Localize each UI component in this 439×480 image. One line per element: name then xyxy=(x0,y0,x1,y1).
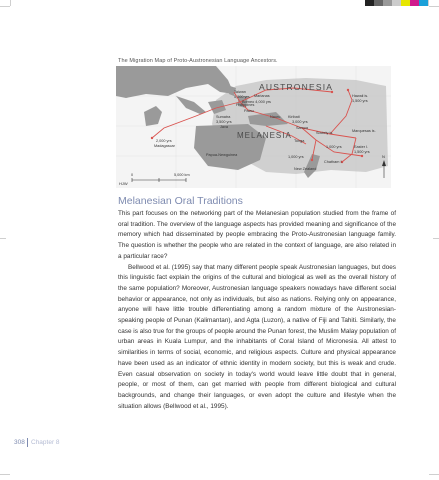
place-label: Chatham I. xyxy=(324,160,343,164)
scale-label-distance: 5,000 km xyxy=(174,173,190,177)
place-label: Marquesas is. xyxy=(352,129,376,133)
place-label: Society is. xyxy=(316,131,334,135)
place-label: Sumatra xyxy=(216,115,231,119)
crop-mark xyxy=(0,238,6,239)
place-label: Hawaii is. xyxy=(352,94,369,98)
map-caption: The Migration Map of Proto-Austronesian Language Ancestors. xyxy=(118,58,278,64)
place-label: 3,500 yrs xyxy=(216,120,232,124)
crop-mark xyxy=(0,474,10,475)
place-label: Marianas xyxy=(254,94,270,98)
crop-mark xyxy=(428,0,429,6)
map-credit: HJW xyxy=(119,181,128,186)
chapter-label: Chapter 8 xyxy=(31,439,60,446)
place-label: Java xyxy=(220,125,229,129)
place-label: Easter I. xyxy=(354,145,369,149)
north-label: N xyxy=(382,154,385,159)
place-label: Borneo 4,000 yrs xyxy=(242,100,271,104)
place-label: Tonga xyxy=(294,139,305,143)
place-label: 1,000 yrs xyxy=(288,155,304,159)
crop-mark xyxy=(429,6,439,7)
place-label: Nauru xyxy=(270,115,281,119)
region-label-melanesia: MELANESIA xyxy=(237,131,292,140)
place-label: Samoa xyxy=(296,126,309,130)
place-label: Taiwan xyxy=(234,90,246,94)
paragraph: Bellwood et al. (1995) say that many different people speak Austronesian languages, but does this linguistic fact explain the origins of the cultural and biological as well as the overall history of the same population? Moreover, Austronesian language speakers nowadays have different social behavior or appearance, not only as individuals, but also as nations. Relying only on appearance, anyone will have little trouble differentiating among a random mixture of the Austronesian-speaking people of Punan (Kalimantan), and Agta (Luzon), a native of Fiji and Tahiti. Similarly, the case is also true for the groups of people around the Punan forest, the Muslim Malay population of urban areas in Kuala Lumpur, and the inhabitants of Coral Island of Micronesia. All attest to similarities in terms of social, economic, and religious aspects. Culture and physical appearance have been used as an indicator of ethnic identity in modern society, but this is weak and crude. Even casual observation on society in today's world would leave little doubt that in general, people, or most of them, can get married with people from different biological and cultural backgrounds, and change their languages, or even adopt the culture and lifestyle when the situation allows (Bellwood et al., 1995). xyxy=(118,263,396,410)
body-text xyxy=(118,209,396,412)
place-label: 5,000 yrs xyxy=(234,95,250,99)
crop-mark xyxy=(433,238,439,239)
place-label: 1,500 yrs xyxy=(352,99,368,103)
place-label: 1,500 yrs xyxy=(354,150,370,154)
place-label: 2,000 yrs xyxy=(156,139,172,143)
place-label: Palau xyxy=(244,109,254,113)
crop-mark xyxy=(0,6,10,7)
place-label: Papua-Newguinea xyxy=(206,153,238,157)
color-calibration-bar xyxy=(365,0,428,6)
paragraph: This part focuses on the networking part of the Melanesian population studied from the frame of oral tradition. The overview of the language aspects has provided meaning and significance of the memory which had disseminated by people embracing the Proto-Austronesian language family. The question is whether the people who are related in the context of language, are also related in a particular race? xyxy=(118,210,396,260)
place-label: Kiribati xyxy=(288,115,300,119)
region-label-austronesia: AUSTRONESIA xyxy=(259,82,334,92)
migration-map-graphic xyxy=(116,66,391,188)
scale-label-zero: 0 xyxy=(131,173,134,177)
place-label: Philippines xyxy=(236,103,255,107)
crop-mark xyxy=(10,0,11,6)
place-label: 1,000 yrs xyxy=(326,145,342,149)
place-label: New Zealand xyxy=(294,167,317,171)
place-label: 3,000 yrs xyxy=(292,120,308,124)
scale-bar xyxy=(131,173,190,182)
place-label: Madagascar xyxy=(154,144,175,148)
page-number: 308 xyxy=(14,439,25,446)
crop-mark xyxy=(429,474,439,475)
migration-map xyxy=(116,66,391,188)
section-title: Melanesian Oral Traditions xyxy=(118,195,243,207)
footer-divider xyxy=(27,438,28,447)
